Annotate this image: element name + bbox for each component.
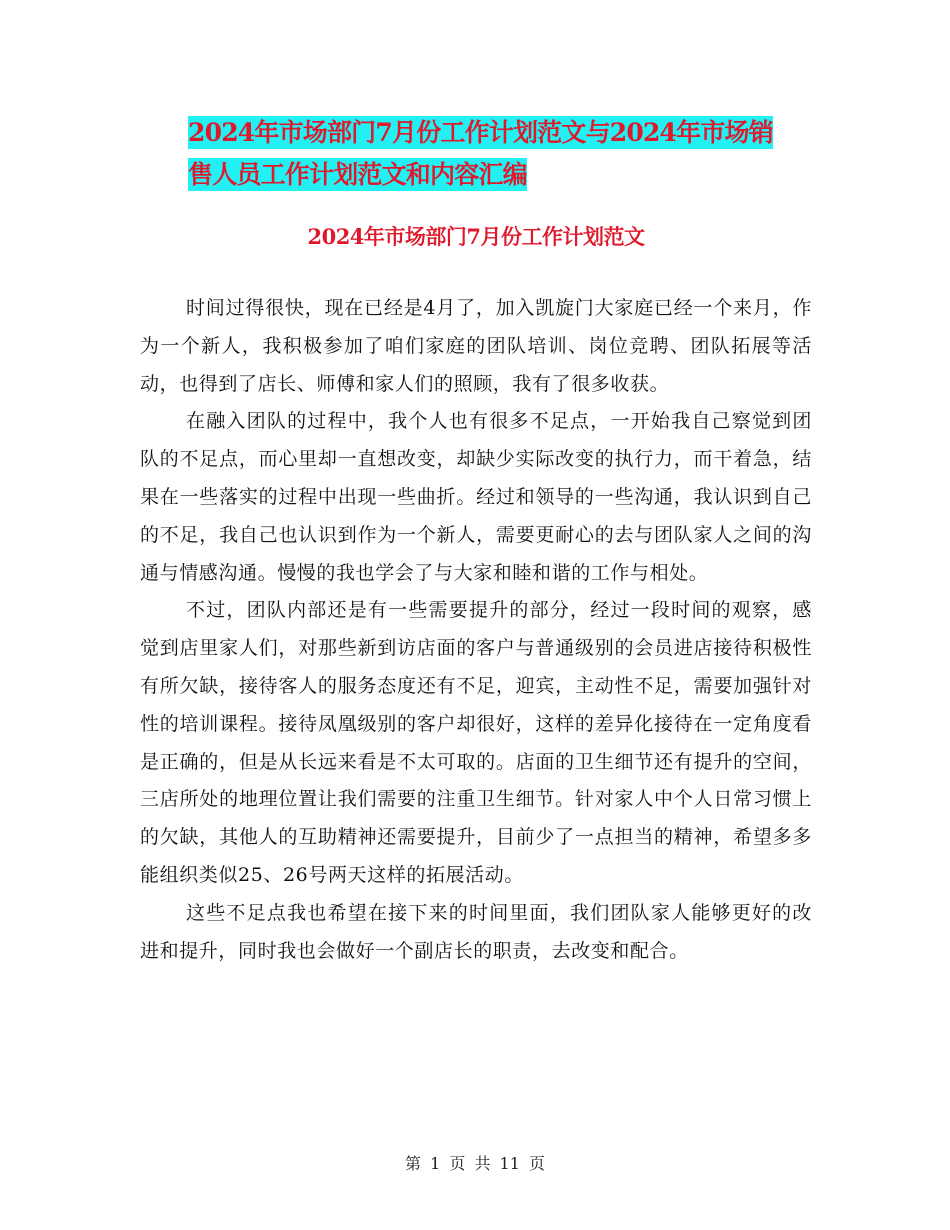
paragraph: 不过，团队内部还是有一些需要提升的部分，经过一段时间的观察，感觉到店里家人们，对那些新到访店面的客户与普通级别的会员进店接待积极性有所欠缺，接待客人的服务态度还有不足，迎宾，主动性不足，需要加强针对性的培训课程。接待凤凰级别的客户却很好，这样的差异化接待在一定角度看是正确的，但是从长远来看是不太可取的。店面的卫生细节还有提升的空间，三店所处的地理位置让我们需要的注重卫生细节。针对家人中个人日常习惯上的欠缺，其他人的互助精神还需要提升，目前少了一点担当的精神，希望多多能组织类似25、26号两天这样的拓展活动。 <box>140 599 812 886</box>
body-text <box>140 290 812 970</box>
paragraph: 在融入团队的过程中，我个人也有很多不足点，一开始我自己察觉到团队的不足点，而心里却一直想改变，却缺少实际改变的执行力，而干着急，结果在一些落实的过程中出现一些曲折。经过和领导的一些沟通，我认识到自己的不足，我自己也认识到作为一个新人，需要更耐心的去与团队家人之间的沟通与情感沟通。慢慢的我也学会了与大家和睦和谐的工作与相处。 <box>140 410 812 584</box>
document-title-line-2: 售人员工作计划范文和内容汇编 <box>188 160 527 189</box>
paragraph: 这些不足点我也希望在接下来的时间里面，我们团队家人能够更好的改进和提升，同时我也会做好一个副店长的职责，去改变和配合。 <box>140 901 812 962</box>
document-title <box>140 112 812 196</box>
paragraph: 时间过得很快，现在已经是4月了，加入凯旋门大家庭已经一个来月，作为一个新人，我积极参加了咱们家庭的团队培训、岗位竞聘、团队拓展等活动，也得到了店长、师傅和家人们的照顾，我有了很多收获。 <box>140 297 812 395</box>
page-footer: 第 1 页 共 11 页 <box>405 1154 545 1173</box>
document-title-line-1: 2024年市场部门7月份工作计划范文与2024年市场销 <box>188 118 773 147</box>
section-title: 2024年市场部门7月份工作计划范文 <box>307 224 645 249</box>
